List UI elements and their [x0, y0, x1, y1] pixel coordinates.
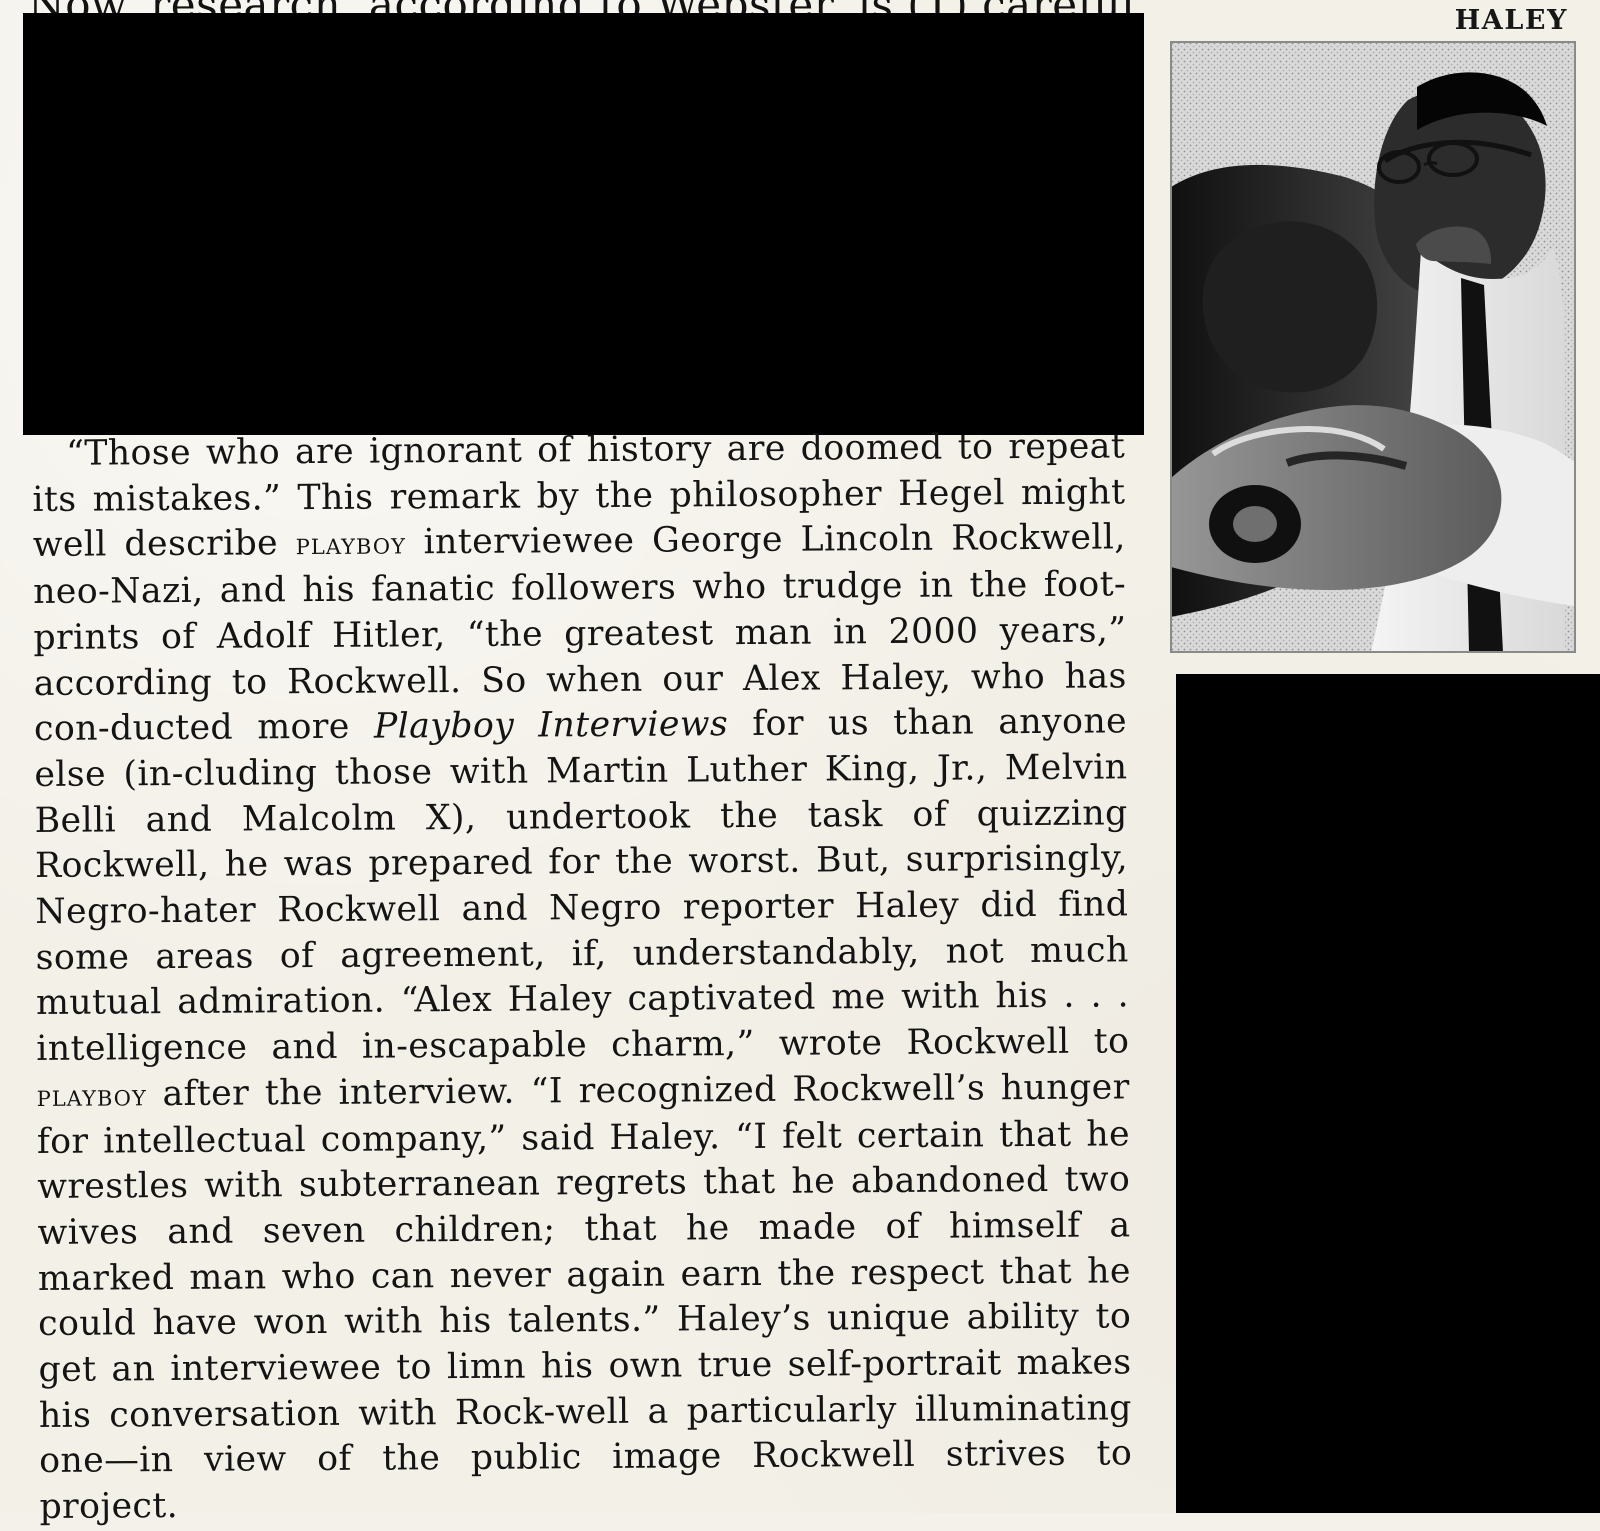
- article-body: [32, 424, 1133, 1528]
- paragraph-text-segment-1: “Those who are ignorant of history are doomed to repeat its mistakes.” This remark by the philosopher Hegel might well describe: [32, 426, 1126, 566]
- publication-name-2: playboy: [36, 1078, 147, 1114]
- publication-name-1: playboy: [295, 526, 407, 563]
- right-redaction-block: [1176, 674, 1600, 1513]
- paragraph-text-segment-2: interviewee George Lincoln Rockwell, neo-Nazi, and his fanatic followers who trudge in the foot-prints of Adolf Hitler, “the greatest man in 2000 years,” according to Rockwell. So when our Alex Haley, who has con-ducted more: [32, 517, 1127, 750]
- paragraph-text-segment-3: for us than anyone else (in-cluding those with Martin Luther King, Jr., Melvin Belli and Malcolm X), undertook the task of quizzing Rockwell, he was prepared for the worst. But, surprisingly, Negro-hater Rockwell and Negro reporter Haley did find some areas of agreement, if, understandably, not much mutual admiration. “Alex Haley captivated me with his . . . intelligence and in-escapable charm,” wrote Rockwell to: [34, 701, 1130, 1070]
- publication-series-name: Playboy Interviews: [373, 704, 729, 747]
- article-paragraph: [32, 424, 1133, 1530]
- paragraph-text-segment-4: after the interview. “I recognized Rockwell’s hunger for intellectual company,” said Haley. “I felt certain that he wrestles with subterranean regrets that he abandoned two wives and seven children; that he made of himself a marked man who can never again earn the respect that he could have won with his talents.” Haley’s unique ability to get an interviewee to limn his own true self-portrait makes his conversation with Rock-well a particularly illuminating one—in view of the public image Rockwell strives to project.: [36, 1067, 1133, 1528]
- photo-label: HALEY: [1454, 5, 1568, 36]
- photo-of-haley: [1171, 42, 1575, 652]
- top-redaction-block: [23, 13, 1144, 435]
